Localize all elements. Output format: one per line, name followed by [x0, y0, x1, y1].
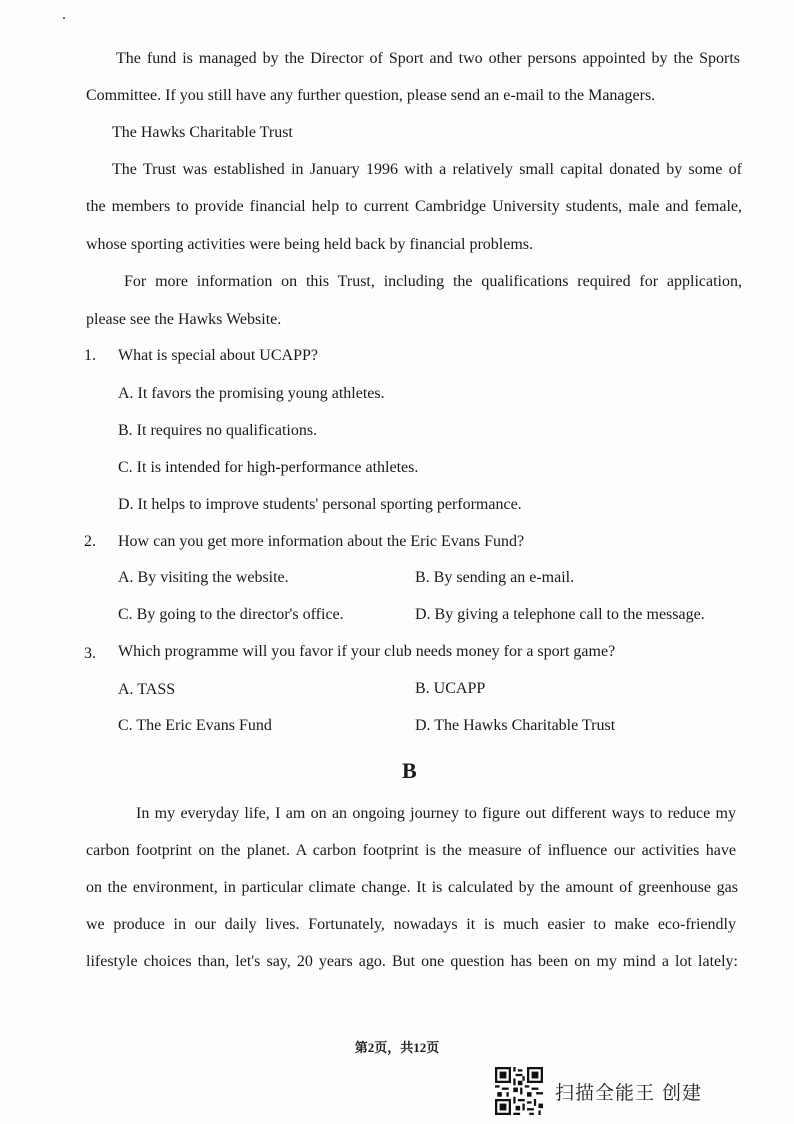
- passage-b-line: In my everyday life, I am on an ongoing journey to figure out different ways to reduce my: [136, 805, 736, 822]
- section-heading: The Hawks Charitable Trust: [112, 124, 293, 141]
- question-number: 2.: [84, 533, 96, 550]
- passage-b-line: lifestyle choices than, let's say, 20 years ago. But one question has been on my mind a lot lately:: [86, 953, 738, 970]
- answer-option: C. The Eric Evans Fund: [118, 717, 272, 734]
- scan-speck: [63, 17, 65, 19]
- passage-b-line: we produce in our daily lives. Fortunately, nowadays it is much easier to make eco-friendly: [86, 916, 736, 933]
- answer-option: C. It is intended for high-performance athletes.: [118, 459, 419, 476]
- question-text: What is special about UCAPP?: [118, 347, 318, 364]
- passage-a-line: Committee. If you still have any further question, please send an e-mail to the Managers.: [86, 87, 656, 104]
- answer-option: B. UCAPP: [415, 680, 486, 697]
- answer-option: D. It helps to improve students' personal sporting performance.: [118, 496, 522, 513]
- passage-a-line: the members to provide financial help to current Cambridge University students, male and female,: [86, 198, 742, 215]
- section-label: B: [402, 758, 417, 783]
- answer-option: A. By visiting the website.: [118, 569, 289, 586]
- page-number: 第2页，共12页: [354, 1040, 440, 1055]
- answer-option: A. TASS: [118, 681, 176, 698]
- answer-option: D. By giving a telephone call to the message.: [415, 606, 705, 623]
- answer-option: B. It requires no qualifications.: [118, 422, 318, 439]
- answer-option: A. It favors the promising young athletes.: [118, 385, 385, 402]
- answer-option: B. By sending an e-mail.: [415, 569, 575, 586]
- answer-option: C. By going to the director's office.: [118, 606, 344, 623]
- passage-a-line: The fund is managed by the Director of Sport and two other persons appointed by the Sports: [116, 50, 740, 67]
- answer-option: D. The Hawks Charitable Trust: [415, 717, 616, 734]
- passage-a-line: please see the Hawks Website.: [86, 311, 282, 328]
- question-number: 1.: [84, 347, 96, 364]
- qr-code-icon: [495, 1067, 543, 1115]
- passage-a-line: whose sporting activities were being held back by financial problems.: [86, 236, 533, 253]
- question-text: How can you get more information about the Eric Evans Fund?: [118, 533, 525, 550]
- scanner-watermark: 扫描全能王 创建: [555, 1082, 703, 1104]
- question-text: Which programme will you favor if your club needs money for a sport game?: [118, 643, 616, 660]
- passage-a-line: For more information on this Trust, including the qualifications required for application,: [124, 273, 742, 290]
- passage-b-line: carbon footprint on the planet. A carbon footprint is the measure of influence our activities have: [86, 842, 736, 859]
- question-number: 3.: [84, 645, 96, 662]
- passage-a-line: The Trust was established in January 1996 with a relatively small capital donated by some of: [112, 161, 742, 178]
- passage-b-line: on the environment, in particular climate change. It is calculated by the amount of greenhouse gas: [86, 879, 738, 896]
